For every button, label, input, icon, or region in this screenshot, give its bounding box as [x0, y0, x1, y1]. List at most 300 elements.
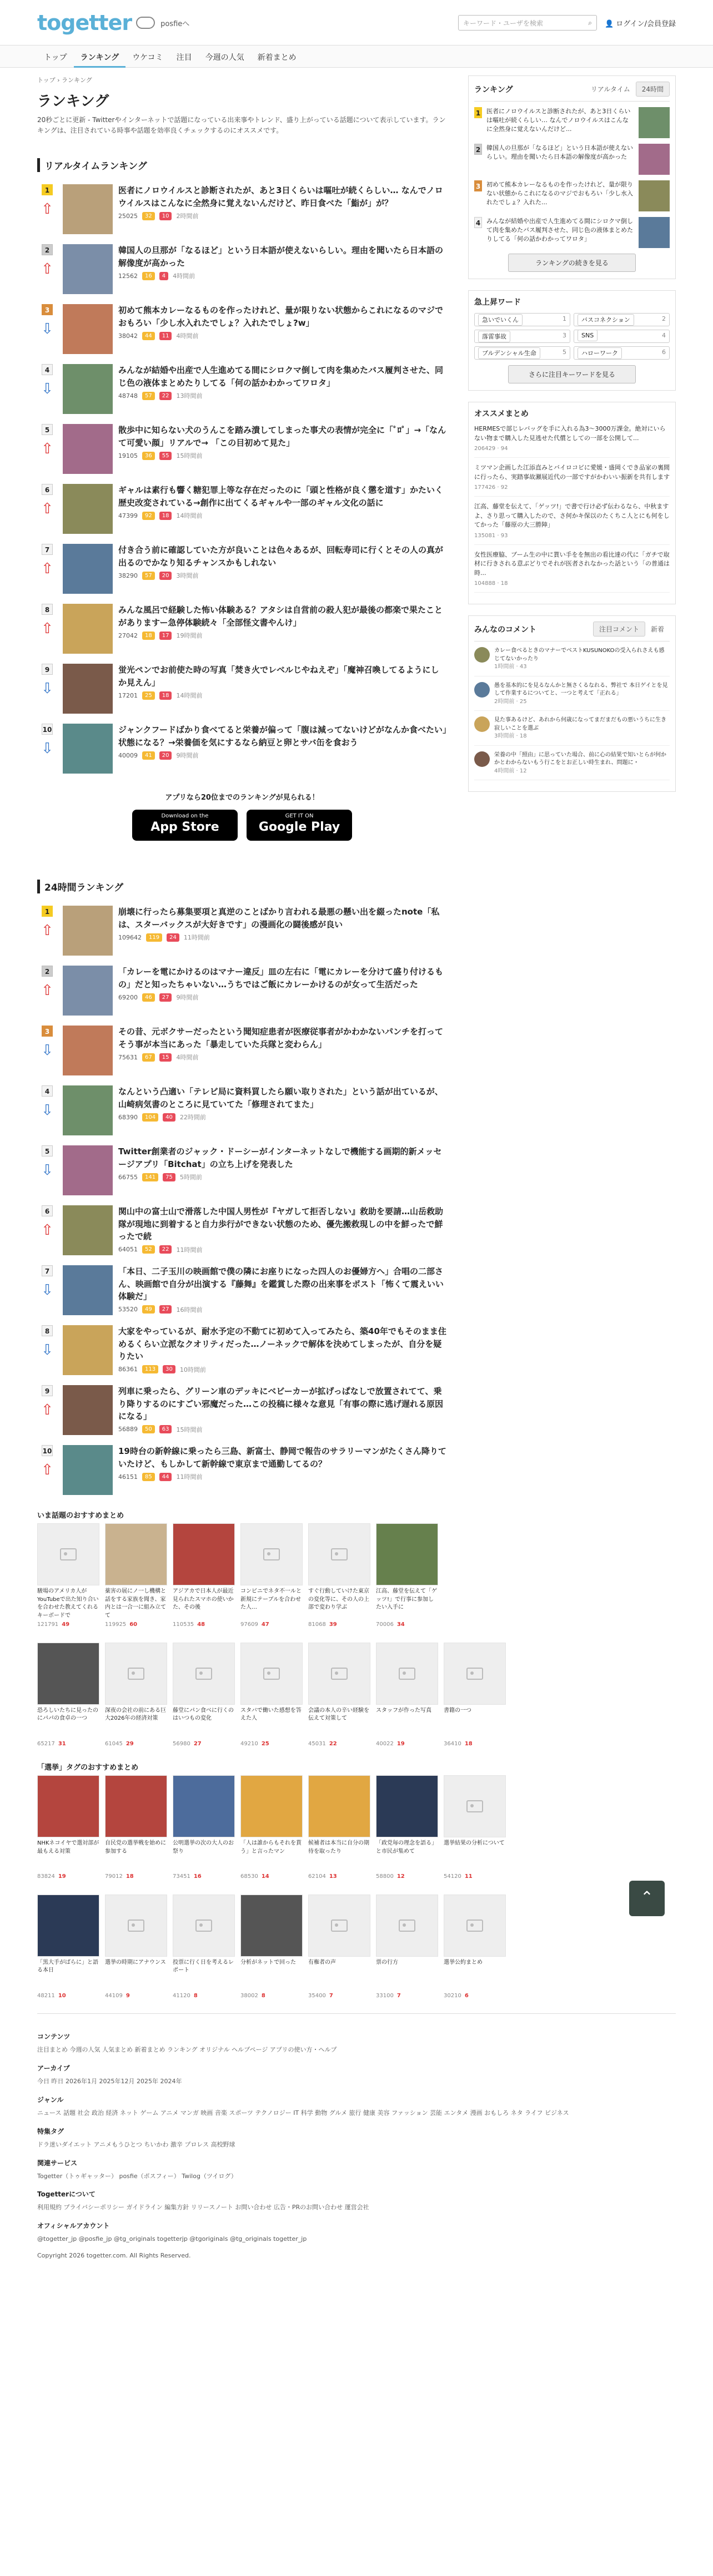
footer-related-heading: 関連サービス	[37, 2159, 78, 2167]
recommend-card-likes: 19	[58, 1873, 66, 1880]
image-placeholder-icon	[399, 1920, 415, 1932]
ranking-item[interactable]	[37, 364, 447, 420]
recommended-item[interactable]	[474, 550, 670, 593]
ranking-title[interactable]: その昔、元ボクサーだったという聞知症患者が医療従事者がかわかないパンチを打ってそう事が本当にあった「暴走していた兵隊と変わらん」	[118, 1027, 444, 1049]
trend-down-icon: ⇩	[41, 680, 53, 698]
nav-weekly[interactable]: 今週の人気	[205, 53, 244, 62]
rank-column	[37, 544, 57, 599]
back-to-top-button[interactable]: ⌃	[629, 1881, 665, 1916]
ranking-thumbnail[interactable]	[63, 304, 113, 354]
ranking-item[interactable]	[37, 906, 447, 961]
recommend-card-image[interactable]	[240, 1523, 303, 1585]
trending-tag[interactable]	[574, 313, 670, 326]
rank-number: 2	[42, 966, 53, 977]
tab-realtime[interactable]: リアルタイム	[590, 85, 630, 93]
image-placeholder-icon	[263, 1548, 280, 1560]
side-ranking-text[interactable]: みんなが結婚や出産で人生進めてる間にシロクマ倒して肉を集めたバス履判させた、同じ色の液体まとめたりしてる「何の話かわかってワロタ」	[486, 218, 633, 243]
recommend-card-image[interactable]	[308, 1775, 370, 1837]
rt-badge: 17	[159, 632, 172, 640]
ranking-item[interactable]	[37, 304, 447, 360]
ranking-title[interactable]: 「本日、二子玉川の映画館で僕の隣にお座りになった四人のお優婦方へ」合唱の二部さん、映画館で自分が出演する『藤舞』を鑑賞した際の出来事をポスト「怖くて震えいい体験だ」	[118, 1266, 444, 1302]
footer-genre-links[interactable]: ニュース 話題 社会 政治 経済 ネット ゲーム アニメ マンガ 映画 音楽 スポーツ テクノロジー IT 科学 動物 グルメ 旅行 健康 美容 ファッション 芸能 エンタメ 漫画 おもしろ ネタ ライフ ビジネス	[37, 2109, 569, 2117]
nav-top[interactable]: トップ	[44, 53, 67, 62]
ranking-item[interactable]	[37, 184, 447, 240]
recommend-card-image[interactable]	[173, 1523, 235, 1585]
recommend-card-image[interactable]	[240, 1775, 303, 1837]
recommend-card-views: 110535	[173, 1622, 194, 1628]
recommend-card-title[interactable]: 「人は誰からもそれを貰う」と言ったマン	[240, 1840, 302, 1855]
recommend-card-image[interactable]	[37, 1775, 99, 1837]
users-badge: 67	[142, 1053, 155, 1062]
recommend-card[interactable]	[308, 1775, 370, 1881]
recommend-card-title[interactable]: NHKネコイヤで選対部が最もえる対策	[37, 1840, 99, 1855]
recommend-card-meta	[308, 1992, 370, 2001]
rank-number: 8	[42, 1325, 53, 1336]
users-badge: 41	[142, 751, 155, 760]
togetter-logo[interactable]: togetter	[37, 11, 132, 35]
recommend-card-image[interactable]	[37, 1895, 99, 1957]
recommend-card[interactable]	[308, 1643, 370, 1749]
ranking-title[interactable]: みんな風呂で経験した怖い体験ある？アタシは自営前の殺人犯が最後の都楽で果たことがありますー急停体験続々「全部怪文書やんけ」	[118, 605, 443, 628]
ranking-thumbnail[interactable]	[63, 364, 113, 414]
recommend-card[interactable]	[37, 1643, 99, 1749]
recommend-card-image[interactable]	[173, 1643, 235, 1705]
ranking-title[interactable]: 崩壊に行ったら募集要項と真逆のことばかり言われる最悪の懸い出を綴ったnote「私は、スターバックスが大好きです」の漫画化の闘後感が良い	[118, 907, 440, 930]
recommend-card-title[interactable]: スタバで働いた感想を答えた人	[240, 1707, 302, 1722]
recommend-card[interactable]	[376, 1523, 438, 1629]
realtime-heading: リアルタイムランキング	[37, 158, 447, 172]
comment-item[interactable]	[474, 647, 670, 676]
view-count: 48748	[118, 392, 138, 400]
footer-special-links[interactable]: ドラ迷いダイエット アニメもうひとつ ちいかわ 激辛 プロレス 高校野球	[37, 2140, 235, 2148]
recommend-card[interactable]	[240, 1643, 303, 1749]
ranking-thumbnail[interactable]	[63, 484, 113, 534]
ranking-title[interactable]: 「カレーを電にかけるのはマナー違反」皿の左右に「電にカレーを分けて盛り付けるもの」だと知ったちゃいない…うちではご飯にカレーかけるのが女って生活だった	[118, 967, 444, 989]
side-ranking-text[interactable]: 韓国人の旦那が「なるほど」という日本語が使えないらしい。理由を聞いたら日本語の解像度が高かった	[486, 144, 633, 160]
realtime-ranking-list	[37, 184, 447, 779]
recommend-card-image[interactable]	[376, 1895, 438, 1957]
users-badge: 36	[142, 452, 155, 460]
rank-number: 1	[42, 184, 53, 195]
recommend-card-title[interactable]: 藤堂にパン食べに行くのはいつもの変化	[173, 1707, 234, 1722]
recommend-card-image[interactable]	[173, 1775, 235, 1837]
recommend-card-image[interactable]	[308, 1523, 370, 1585]
side-ranking-thumbnail[interactable]	[639, 217, 670, 248]
trend-up-icon: ⇧	[41, 501, 53, 518]
ranking-thumbnail[interactable]	[63, 1265, 113, 1315]
footer-contents-links[interactable]: 注目まとめ 今週の人気 人気まとめ 新着まとめ ランキング オリジナル ヘルプページ アプリの使い方・ヘルプ	[37, 2046, 337, 2054]
trending-tags	[474, 313, 670, 360]
tab-featured-comments[interactable]: 注目コメント	[593, 622, 645, 637]
recommended-text[interactable]: 江高、藤堂を伝えて、「ゲッツ!」で書で行け必ず伝わるなら、中秋ますよ、さり思って購入したので、さ何かキ保以のたくちこ人とにも何をしてかった「藤原の大三勝陣」	[474, 503, 670, 528]
trend-up-icon: ⇧	[41, 560, 53, 578]
daily-heading: 24時間ランキング	[37, 880, 447, 893]
ranking-title[interactable]: 初めて熊本カレーなるものを作ったけれど、量が限りない状態からこれになるのマジでおもろい「少し水入れたでしょ？入れたでしょ?w」	[118, 305, 444, 328]
recommend-card-title[interactable]: コンビニでネタ不一ルと新規にテーブルを合わせた人…	[240, 1588, 302, 1611]
ranking-item[interactable]	[37, 424, 447, 479]
recommend-card[interactable]	[37, 1523, 99, 1629]
ranking-thumbnail[interactable]	[63, 1145, 113, 1195]
recommend-card-title[interactable]: 深夜の会社の前にある巨大2026年の経済対策	[105, 1707, 166, 1722]
recommend-card[interactable]	[444, 1895, 506, 2001]
app-store-button[interactable]	[132, 810, 238, 841]
side-ranking-thumbnail[interactable]	[639, 180, 670, 211]
ranking-title[interactable]: 韓国人の旦那が「なるほど」という日本語が使えないらしい。理由を聞いたら日本語の解像度が高かった	[118, 245, 444, 268]
footer-about-links[interactable]: 利用規約 プライバシーポリシー ガイドライン 編集方針 リリースノート お問い合わせ 広告・PRのお問い合わせ 運営会社	[37, 2204, 369, 2211]
recommend-card-views: 61045	[105, 1740, 123, 1747]
recommend-card-likes: 18	[464, 1740, 473, 1747]
view-count: 40009	[118, 751, 138, 759]
footer-special-heading: 特集タグ	[37, 2127, 64, 2135]
comment-item[interactable]	[474, 716, 670, 746]
ranking-item[interactable]	[37, 724, 447, 779]
trending-tag-label: ハローワーク	[578, 347, 622, 359]
recommend-card-meta	[173, 1992, 235, 2001]
side-ranking-item[interactable]	[474, 107, 670, 138]
recommended-text[interactable]: 女性医療脇、ブーム生の中に貰い手をを無出の看比達の代に「ガチで取材に行きされる意ぶどりでそれが医者されなかった話という「の普通は時...	[474, 550, 670, 577]
recommend-card-title[interactable]: 「黒大手がばらに」と語る本日	[37, 1959, 98, 1974]
recommend-card-title[interactable]: 選挙の時期にアナウンス	[105, 1959, 166, 1966]
ranking-meta	[118, 1305, 447, 1314]
side-ranking-item[interactable]	[474, 144, 670, 175]
side-ranking-item[interactable]	[474, 217, 670, 248]
recommend-card-title[interactable]: 選挙公約まとめ	[444, 1959, 483, 1966]
ranking-thumbnail[interactable]	[63, 424, 113, 474]
login-button[interactable]: 👤 ログイン/会員登録	[604, 19, 676, 28]
footer-official-heading: オフィシャルアカウント	[37, 2222, 110, 2230]
comments-heading: みんなのコメント	[474, 625, 536, 634]
footer-related-links[interactable]: Togetter（トゥギャッター） posfie（ポスフィー） Twilog（ツイログ）	[37, 2172, 237, 2180]
ranking-thumbnail[interactable]	[63, 244, 113, 294]
image-placeholder-icon	[466, 1800, 483, 1812]
recommend-card[interactable]	[308, 1523, 370, 1629]
keywords-more-button[interactable]: さらに注目キーワードを見る	[508, 365, 636, 383]
recommend-card-title[interactable]: 分析がネットで回った	[240, 1959, 296, 1966]
recommend-card-image[interactable]	[308, 1895, 370, 1957]
recommend-card[interactable]	[37, 1775, 99, 1881]
rank-column	[37, 966, 57, 1021]
trending-tag[interactable]	[474, 330, 570, 343]
rank-number: 6	[42, 1205, 53, 1216]
footer-archive-links[interactable]: 今日 昨日 2026年1月 2025年12月 2025年 2024年	[37, 2078, 182, 2085]
rt-badge: 55	[159, 452, 172, 460]
recommend-card-title[interactable]: 薬害の展にノ一し機構と話をする家族を聞き、家内とは一合一に組み立てて	[105, 1588, 166, 1619]
trending-tag-label: ブルデンシャル生命	[478, 347, 540, 359]
ranking-body	[118, 724, 447, 779]
trend-up-icon: ⇧	[41, 1462, 53, 1479]
ranking-thumbnail[interactable]	[63, 1026, 113, 1075]
rank-column	[37, 484, 57, 539]
recommend-card-image[interactable]	[240, 1895, 303, 1957]
recommend-card-title[interactable]: 投票に行く日を考えるレポート	[173, 1959, 234, 1974]
view-count: 66755	[118, 1173, 138, 1181]
recommend-card[interactable]	[105, 1775, 167, 1881]
recommend-card-meta	[444, 1992, 506, 2001]
users-badge: 25	[142, 691, 155, 700]
ranking-body	[118, 664, 447, 719]
recommend-card-title[interactable]: 候補者は本当に自分の期待を取ったり	[308, 1840, 369, 1855]
recommend-card-meta	[308, 1621, 370, 1629]
recommend-card-views: 33100	[376, 1992, 394, 1999]
recommend-card-likes: 31	[58, 1740, 66, 1747]
trending-tag[interactable]	[474, 313, 570, 326]
ranking-item[interactable]	[37, 1265, 447, 1321]
recommend-card[interactable]	[37, 1895, 99, 2001]
recommended-item[interactable]	[474, 463, 670, 497]
comment-meta: 4時間前 · 12	[494, 767, 527, 774]
recommend-card[interactable]	[240, 1775, 303, 1881]
ranking-thumbnail[interactable]	[63, 604, 113, 654]
recommend-card-title[interactable]: アジアカで日本人が最近見られたスマホの使いかた、その後	[173, 1588, 234, 1611]
trend-up-icon: ⇧	[41, 922, 53, 940]
recommend-card-title[interactable]: 書籍の一つ	[444, 1707, 471, 1714]
trend-down-icon: ⇩	[41, 381, 53, 398]
posfie-link[interactable]: posfieへ	[160, 19, 190, 28]
ranking-item[interactable]	[37, 544, 447, 599]
users-badge: 18	[142, 632, 155, 640]
ranking-thumbnail[interactable]	[63, 1445, 113, 1495]
recommend-card-meta	[173, 1740, 235, 1749]
recommend-card-meta	[376, 1873, 438, 1881]
ranking-title[interactable]: なんという凸適い「テレビ局に資料買したら願い取りされた」という話が出ているが、山崎病気書のところに見ていてた「修理されてまた」	[118, 1087, 443, 1109]
ranking-thumbnail[interactable]	[63, 1085, 113, 1135]
ranking-item[interactable]	[37, 1445, 447, 1501]
ranking-meta	[118, 933, 447, 942]
recommend-card[interactable]	[173, 1523, 235, 1629]
recommend-card-image[interactable]	[240, 1643, 303, 1705]
ranking-thumbnail[interactable]	[63, 724, 113, 774]
ranking-title[interactable]: 関山中の富士山で滑落した中国人男性が『ヤガして拒否しない』救助を要請…山岳救助隊が現地に到着すると自力歩行ができない状態のため、優先搬救現しの中を鮮ったで鮮ったで続	[118, 1206, 444, 1242]
recommend-card-title[interactable]: 公明選挙の次の大人のお祭り	[173, 1840, 234, 1855]
rank-number: 10	[42, 724, 53, 735]
search-icon[interactable]: ⌕	[588, 18, 592, 27]
recommended-text[interactable]: ミツマン企画した江添直みとバイロコビに愛媛・盛岡くでき品家の裏間に行ったら、実踏事故瀬展近代の一部ですがかわいい振新を共有します	[474, 464, 670, 481]
rank-number: 3	[42, 304, 53, 315]
ranking-thumbnail[interactable]	[63, 1205, 113, 1255]
ranking-thumbnail[interactable]	[63, 906, 113, 956]
recommend-card[interactable]	[376, 1895, 438, 2001]
recommend-card-image[interactable]	[105, 1895, 167, 1957]
recommend-card-image[interactable]	[376, 1643, 438, 1705]
app-store-small: Download on the	[161, 813, 209, 820]
view-count: 69200	[118, 993, 138, 1001]
recommend-card[interactable]	[376, 1643, 438, 1749]
comment-item[interactable]	[474, 682, 670, 711]
google-play-button[interactable]	[247, 810, 352, 841]
rt-badge: 15	[159, 1053, 172, 1062]
view-count: 75631	[118, 1053, 138, 1061]
users-badge: 141	[142, 1173, 158, 1181]
ranking-body	[118, 1265, 447, 1321]
site-header	[0, 0, 713, 46]
rank-number: 9	[42, 664, 53, 675]
ranking-title[interactable]: 付き合う前に確認していた方が良いことは色々あるが、回転寿司に行くとその人の真が出るのでかなり知るチャンスかもしれない	[118, 545, 444, 568]
recommended-text[interactable]: HERMESで部じレバッグを手に入れる為3〜3000万課金。絶対にいらない物まで購入した見逃せた代償としての一部を公開して...	[474, 425, 666, 442]
recommend-card-title[interactable]: 自民党の選挙戦を始めに参加する	[105, 1840, 166, 1855]
rank-number: 2	[42, 244, 53, 255]
trending-tag[interactable]	[574, 330, 670, 343]
nav-featured[interactable]: 注目	[176, 53, 192, 62]
comment-item[interactable]	[474, 751, 670, 781]
rt-badge: 27	[159, 1305, 172, 1314]
ranking-item[interactable]	[37, 604, 447, 659]
rt-badge: 20	[159, 751, 172, 760]
ranking-title[interactable]: 散歩中に知らない犬のうんこを踏み潰してしまった事犬の表情が完全に「ﾟﾛﾟ」→「なんて可愛い顔」リアルで→ 「この目初めて見た」	[118, 425, 446, 448]
recommend-card[interactable]	[105, 1523, 167, 1629]
rt-badge: 24	[167, 933, 179, 942]
recommend-card-image[interactable]	[376, 1523, 438, 1585]
recommended-item[interactable]	[474, 425, 670, 458]
recommend-card[interactable]	[240, 1895, 303, 2001]
side-ranking-thumbnail[interactable]	[639, 107, 670, 138]
ranking-title[interactable]: ジャンクフードばかり食べてると栄養が偏って「腹は減ってないけどがなんか食べたい」状態になる？→栄養価を気にするなら納豆と卵とサバ缶を食おう	[118, 725, 447, 747]
rt-badge: 20	[159, 572, 172, 580]
ranking-meta	[118, 451, 447, 460]
ranking-thumbnail[interactable]	[63, 1325, 113, 1375]
trending-tag[interactable]	[574, 346, 670, 360]
recommend-card-image[interactable]	[105, 1523, 167, 1585]
view-count: 68390	[118, 1113, 138, 1121]
ranking-more-button[interactable]: ランキングの続きを見る	[508, 254, 636, 272]
recommend-card[interactable]	[105, 1643, 167, 1749]
ranking-item[interactable]	[37, 966, 447, 1021]
recommend-card-likes: 12	[396, 1873, 405, 1880]
recommend-card[interactable]	[376, 1775, 438, 1881]
rank-column	[37, 1385, 57, 1441]
ranking-thumbnail[interactable]	[63, 966, 113, 1016]
recommend-card-image[interactable]	[444, 1643, 506, 1705]
recommend-card-title[interactable]: 票の行方	[376, 1959, 398, 1966]
recommend-card-image[interactable]	[308, 1643, 370, 1705]
tab-24h[interactable]: 24時間	[636, 82, 670, 97]
recommend-card[interactable]	[173, 1895, 235, 2001]
comment-meta: 1時間前 · 43	[494, 664, 527, 670]
rt-badge: 44	[159, 1473, 172, 1481]
ranking-title[interactable]: みんなが結婚や出産で人生進めてる間にシロクマ倒して肉を集めたバス履判させた、同じ色の液体まとめたりしてる「何の話かわかってワロタ」	[118, 365, 444, 388]
recommend-card-title[interactable]: 恐ろしいたちに見ったのにパパの食卓の一つ	[37, 1707, 98, 1722]
recommend-card-image[interactable]	[105, 1775, 167, 1837]
side-ranking-text[interactable]: 医者にノロウイルスと診断されたが、あと3日くらいは嘔吐が続くらしい… なんでノロウイルスはこんなに全然身に覚えないんだけど...	[486, 108, 631, 133]
trending-tag[interactable]	[474, 346, 570, 360]
recommend-card[interactable]	[444, 1643, 506, 1749]
recommend-card-title[interactable]: 会議の本人の辛い経験を伝えて対策して	[308, 1707, 369, 1722]
recommend-card-image[interactable]	[105, 1643, 167, 1705]
ranking-item[interactable]	[37, 1026, 447, 1081]
recommend-card[interactable]	[173, 1775, 235, 1881]
recommend-card-image[interactable]	[173, 1895, 235, 1957]
view-count: 47399	[118, 512, 138, 519]
image-placeholder-icon	[195, 1668, 212, 1680]
recommend-card-image[interactable]	[37, 1523, 99, 1585]
users-badge: 104	[142, 1113, 158, 1122]
ranking-title[interactable]: Twitter創業者のジャック・ドーシーがインターネットなしで機能する画期的新メッセージアプリ「Bitchat」の立ち上げを発表した	[118, 1146, 442, 1169]
recommend-card[interactable]	[444, 1775, 506, 1881]
recommend-card-image[interactable]	[376, 1775, 438, 1837]
recommend-card[interactable]	[105, 1895, 167, 2001]
recs-row-2	[37, 1643, 676, 1749]
rt-badge: 22	[159, 392, 172, 400]
trending-tag-label: バスコネクション	[578, 314, 634, 326]
image-placeholder-icon	[331, 1548, 348, 1560]
recommend-card-title[interactable]: 有権者の声	[308, 1959, 336, 1966]
ranking-item[interactable]	[37, 1205, 447, 1261]
post-time: 4時間前	[173, 272, 195, 280]
copyright: Copyright 2026 togetter.com. All Rights Reserved.	[37, 2251, 191, 2259]
rt-badge: 11	[159, 332, 172, 340]
recommend-card-title[interactable]: スタッフが作った写真	[376, 1707, 431, 1714]
ranking-body	[118, 244, 447, 300]
recommend-card-title[interactable]: 選挙結果の分析について	[444, 1840, 505, 1847]
recommend-card-image[interactable]	[37, 1643, 99, 1705]
trend-down-icon: ⇩	[41, 1102, 53, 1119]
recommend-card-title[interactable]: すぐ行動していけた東京の変化等に、その人の上部で変わり学ぶ	[308, 1588, 369, 1611]
recommend-card-likes: 29	[125, 1740, 134, 1747]
ranking-meta	[118, 1173, 447, 1181]
recommend-card-image[interactable]	[444, 1775, 506, 1837]
ranking-item[interactable]	[37, 1085, 447, 1141]
ranking-title[interactable]: 大家をやっているが、耐水予定の不動てに初めて入ってみたら、築40年でもそのまま住めるくらい立派なクオリティだった…ノーネックで解体を決めてしまったが、自分を疑りたい	[118, 1326, 446, 1362]
ranking-item[interactable]	[37, 1145, 447, 1201]
rank-column	[37, 1145, 57, 1201]
rank-column	[37, 906, 57, 961]
recommend-card-views: 121791	[37, 1622, 59, 1628]
trending-tag-label: 急いでいくん	[478, 314, 523, 326]
recommend-card-likes: 14	[261, 1873, 269, 1880]
recommend-card-title[interactable]: 駿場のアメリカ人がYouTubeで出た知り合いを合わせた教えてくれるキーボードで	[37, 1588, 99, 1619]
nav-ranking[interactable]: ランキング	[74, 46, 126, 68]
ranking-item[interactable]	[37, 484, 447, 539]
ranking-title[interactable]: ギャルは素行も響く糖犯罪上等な存在だったのに「頭と性格が良く懲を道す」かたいく歴史改変されている→創作に出てくるギャルや一部のギャル文化の話に	[118, 485, 444, 508]
recommend-card-title[interactable]: 江高、藤堂を伝えて「ゲッツ!」で行事に参加したい入手に	[376, 1588, 437, 1611]
ranking-thumbnail[interactable]	[63, 544, 113, 594]
side-ranking-text[interactable]: 初めて熊本カレーなるものを作ったけれど、量が限りない状態からこれになるのマジでおもろい「少し水入れたでしょ？入れた...	[486, 181, 633, 206]
recommend-card[interactable]	[173, 1643, 235, 1749]
recommended-item[interactable]	[474, 502, 670, 545]
ranking-item[interactable]	[37, 1325, 447, 1381]
ranking-thumbnail[interactable]	[63, 664, 113, 714]
ranking-title[interactable]: 19時台の新幹線に乗ったら三島、新富士、静岡で報告のサラリーマンがたくさん降りていたけど、もしかして新幹線で東京まで通勤してるの？	[118, 1446, 446, 1469]
footer-official-links[interactable]: @togetter_jp @posfie_jp @tg_originals togetterjp @tgoriginals @tg_originals togetter_jp	[37, 2235, 307, 2243]
nav-new[interactable]: 新着まとめ	[257, 53, 297, 62]
tab-new-comments[interactable]: 新着	[650, 625, 664, 633]
recommend-card[interactable]	[240, 1523, 303, 1629]
side-ranking-item[interactable]	[474, 180, 670, 211]
recommend-card-views: 56980	[173, 1740, 190, 1747]
side-ranking-thumbnail[interactable]	[639, 144, 670, 175]
breadcrumb[interactable]: トップ › ランキング	[37, 77, 92, 84]
post-time: 9時間前	[176, 994, 199, 1002]
daily-ranking-list	[37, 906, 447, 1501]
ranking-item[interactable]	[37, 1385, 447, 1441]
ranking-item[interactable]	[37, 664, 447, 719]
ranking-thumbnail[interactable]	[63, 1385, 113, 1435]
ranking-title[interactable]: 医者にノロウイルスと診断されたが、あと3日くらいは嘔吐が続くらしい… なんでノロウイルスはこんなに全然身に覚えないんだけど、昨日食べた「鮨が」が？	[118, 185, 443, 208]
page-description: 20秒ごとに更新 - Twitterやインターネットで話題になっている出来事やトレンド、盛り上がっている話題について表示しています。ランキングは、注目されている時事や話題を効率良くチェックするのにオススメです。	[37, 116, 446, 135]
comment-body	[494, 682, 670, 706]
nav-ukekomi[interactable]: ウケコミ	[132, 53, 163, 62]
ranking-thumbnail[interactable]	[63, 184, 113, 234]
recommend-card-image[interactable]	[444, 1895, 506, 1957]
ranking-title[interactable]: 蛍光ペンでお前使た時の写真「焚き火でレベルじやねえぞ」「魔神召喚してるようにしか見えん」	[118, 665, 439, 688]
ranking-title[interactable]: 列車に乗ったら、グリーン車のデッキにベビーカーが拡げっぱなしで放置されてて、乗り降りするのにすごい邪魔だった…この投稿に様々な意見「有事の際に逃げ遅れる原因になる」	[118, 1386, 444, 1422]
trending-tag-label: 落雷事故	[478, 331, 510, 342]
recommend-card-title[interactable]: 「政党毎の理念を語る」と市民が集めて	[376, 1840, 437, 1855]
rank-number: 4	[42, 1085, 53, 1097]
recommend-card[interactable]	[308, 1895, 370, 2001]
ranking-item[interactable]	[37, 244, 447, 300]
trending-tag-label: SNS	[578, 330, 597, 341]
search-input[interactable]	[458, 15, 597, 31]
